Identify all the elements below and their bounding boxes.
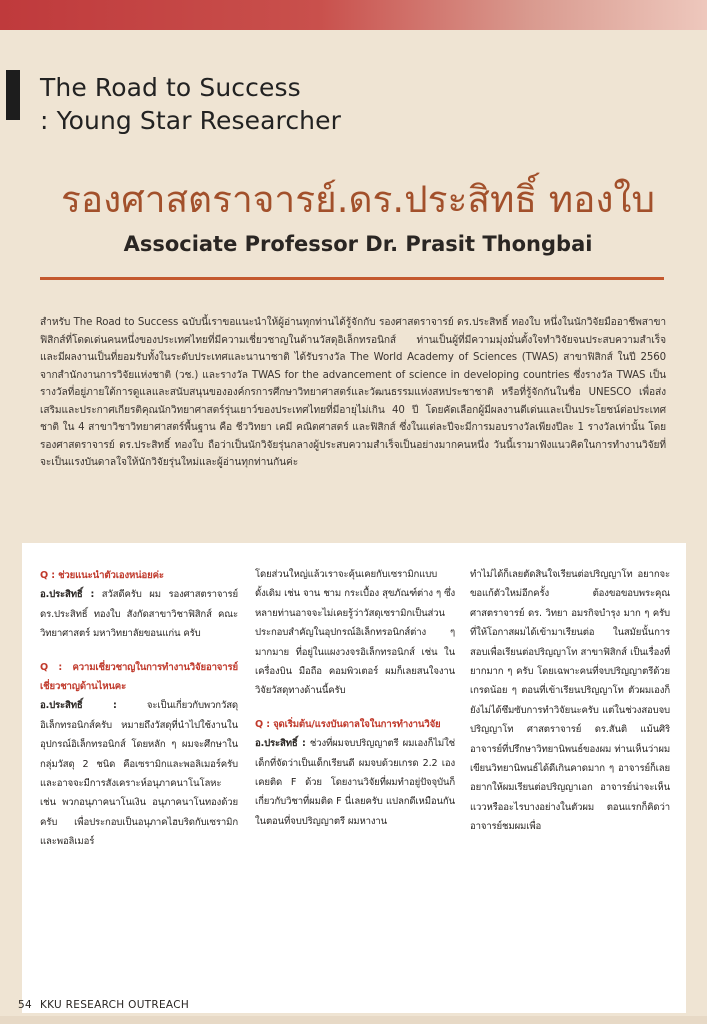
answer-1-speaker: อ.ประสิทธิ์ : [40, 589, 95, 601]
answer-2-speaker: อ.ประสิทธิ์ : [40, 700, 117, 712]
answer-3-continued: ทำไม่ได้ก็เลยตัดสินใจเรียนต่อปริญญาโท อยากจะขอแก้ตัวใหม่อีกครั้ง ต้องขอขอบพระคุณ ศาสตราจารย์ ดร. วิทยา อมรกิจบำรุง มาก ๆ ครับ ที่ให้โอกาสผมได้เข้ามาเรียนต่อ ในสมัยนั้นการสอบเพื่อเรียนต่อปริญญาโท สาขาฟิสิกส์ เป็นเรื่องที่ยากมาก ๆ ครับ โดยเฉพาะคนที่จบปริญญาตรีด้วยเกรดน้อย ๆ ตอนที่เข้าเรียนปริญญาโท ตัวผมเองก็ยังไม่ได้ซึมซับการทำวิจัยนะครับ แต่ในช่วงสอบจบปริญญาโท ศาสตราจารย์ ดร.สันติ แม้นศิริ อาจารย์ที่ปรึกษาวิทยานิพนธ์ของผม ท่านเห็นว่าผมเขียนวิทยานิพนธ์ได้ดีเกินคาดมาก ๆ อาจารย์ก็เลยอยากให้ผมเรียนต่อปริญญาเอก อาจารย์น่าจะเห็นแววหรืออะไรบางอย่างในตัวผม ตอนแรกก็คิดว่าอาจารย์ชมผมเพื่อ [470, 569, 670, 833]
question-2: Q : ความเชี่ยวชาญในการทำงานวิจัยอาจารย์เชี่ยวชาญด้านไหนคะ [40, 661, 238, 693]
question-3: Q : จุดเริ่มต้น/แรงบันดาลใจในการทำงานวิจัย [255, 718, 441, 730]
answer-2-continued: โดยส่วนใหญ่แล้วเราจะคุ้นเคยกับเซรามิกแบบดั้งเดิม เช่น จาน ชาม กระเบื้อง สุขภัณฑ์ต่าง ๆ ซึ่งหลายท่านอาจจะไม่เคยรู้ว่าวัสดุเซรามิกเป็นส่วนประกอบสำคัญในอุปกรณ์อิเล็กทรอนิกส์ต่าง ๆ มากมาย ที่อยู่ในแผงวงจรอิเล็กทรอนิกส์ เช่น ในเครื่องบิน มือถือ คอมพิวเตอร์ ผมก็เลยสนใจงานวิจัยวัสดุทางด้านนี้ครับ [255, 569, 455, 697]
bottom-band [0, 1016, 707, 1024]
interview-column-3 [470, 565, 670, 837]
researcher-name-thai: รองศาสตราจารย์.ดร.ประสิทธิ์ ทองใบ [61, 178, 655, 221]
series-title-line2: : Young Star Researcher [40, 106, 341, 135]
answer-2-text: จะเป็นเกี่ยวกับพวกวัสดุอิเล็กทรอนิกส์ครับ หมายถึงวัสดุที่นำไปใช้งานในอุปกรณ์อิเล็กทรอนิกส์ โดยหลัก ๆ ผมจะศึกษาในกลุ่มวัสดุ 2 ชนิด คือเซรามิกและพอลิเมอร์ครับ และอาจจะมีการสังเคราะห์อนุภาคนาโนโลหะ เช่น พวกอนุภาคนาโนเงิน อนุภาคนาโนทองด้วยครับ เพื่อประกอบเป็นอนุภาคไฮบริดกับเซรามิกและพอลิเมอร์ [40, 700, 238, 848]
series-title [40, 71, 341, 137]
researcher-name-english: Associate Professor Dr. Prasit Thongbai [123, 232, 593, 256]
answer-2 [40, 696, 238, 851]
answer-1 [40, 585, 238, 643]
intro-paragraph: สำหรับ The Road to Success ฉบับนี้เราขอแนะนำให้ผู้อ่านทุกท่านได้รู้จักกับ รองศาสตราจารย์ ดร.ประสิทธิ์ ทองใบ หนึ่งในนักวิจัยมืออาชีพสาขาฟิสิกส์ที่โดดเด่นคนหนึ่งของประเทศไทยที่มีความเชี่ยวชาญในด้านวัสดุอิเล็กทรอนิกส์ ท่านเป็นผู้ที่มีความมุ่งมั่นตั้งใจทำวิจัยจนประสบความสำเร็จและมีผลงานเป็นที่ยอมรับทั้งในระดับประเทศและนานาชาติ ได้รับรางวัล The World Academy of Sciences (TWAS) สาขาฟิสิกส์ ในปี 2560 จากสำนักงานการวิจัยแห่งชาติ (วช.) และรางวัล TWAS for the advancement of science in developing countries ซึ่งรางวัล TWAS เป็นรางวัลที่อยู่ภายใต้การดูแลและสนับสนุนขององค์กรการศึกษาวิทยาศาสตร์และวัฒนธรรมแห่งสหประชาชาติ หรือที่รู้จักกันในชื่อ UNESCO เพื่อส่งเสริมและประกาศเกียรติคุณนักวิทยาศาสตร์รุ่นเยาว์ของประเทศไทยที่มีอายุไม่เกิน 40 ปี โดยคัดเลือกผู้มีผลงานดีเด่นและเป็นประโยชน์ต่อประเทศชาติ ใน 4 สาขาวิชาวิทยาศาสตร์พื้นฐาน คือ ชีววิทยา เคมี คณิตศาสตร์ และฟิสิกส์ ซึ่งในแต่ละปีจะมีการมอบรางวัลเพียงปีละ 1 รางวัลเท่านั้น โดยรองศาสตราจารย์ ดร.ประสิทธิ์ ทองใบ ถือว่าเป็นนักวิจัยรุ่นกลางผู้ประสบความสำเร็จเป็นอย่างมากคนหนึ่ง วันนี้เรามาฟังแนวคิดในการทำงานวิจัยที่จะเป็นแรงบันดาลใจให้นักวิจัยรุ่นใหม่และผู้อ่านทุกท่านกันค่ะ [40, 317, 666, 468]
question-1: Q : ช่วยแนะนำตัวเองหน่อยค่ะ [40, 570, 164, 581]
publication-name: KKU RESEARCH OUTREACH [39, 999, 190, 1011]
heading-divider [40, 277, 664, 280]
interview-column-1 [40, 566, 238, 852]
page-number: 54 [18, 999, 32, 1011]
answer-3-speaker: อ.ประสิทธิ์ : [255, 738, 306, 750]
answer-3 [255, 734, 455, 831]
page-footer [18, 999, 189, 1011]
answer-1-text: สวัสดีครับ ผม รองศาสตราจารย์ ดร.ประสิทธิ์ ทองใบ สังกัดสาขาวิชาฟิสิกส์ คณะวิทยาศาสตร์ มหาวิทยาลัยขอนแก่น ครับ [40, 589, 238, 640]
series-title-line1: The Road to Success [40, 73, 301, 102]
interview-column-2 [255, 565, 455, 831]
title-accent-bar [6, 70, 20, 120]
answer-3-text: ช่วงที่ผมจบปริญญาตรี ผมเองก็ไม่ใช่เด็กที่จัดว่าเป็นเด็กเรียนดี ผมจบด้วยเกรด 2.2 เอง เคยติด F ด้วย โดยงานวิจัยที่ผมทำอยู่ปัจจุบันก็เกี่ยวกับวิชาที่ผมติด F นี่เลยครับ แปลกดีเหมือนกัน ในตอนที่จบปริญญาตรี ผมหางาน [255, 738, 455, 827]
top-color-band [0, 0, 707, 30]
